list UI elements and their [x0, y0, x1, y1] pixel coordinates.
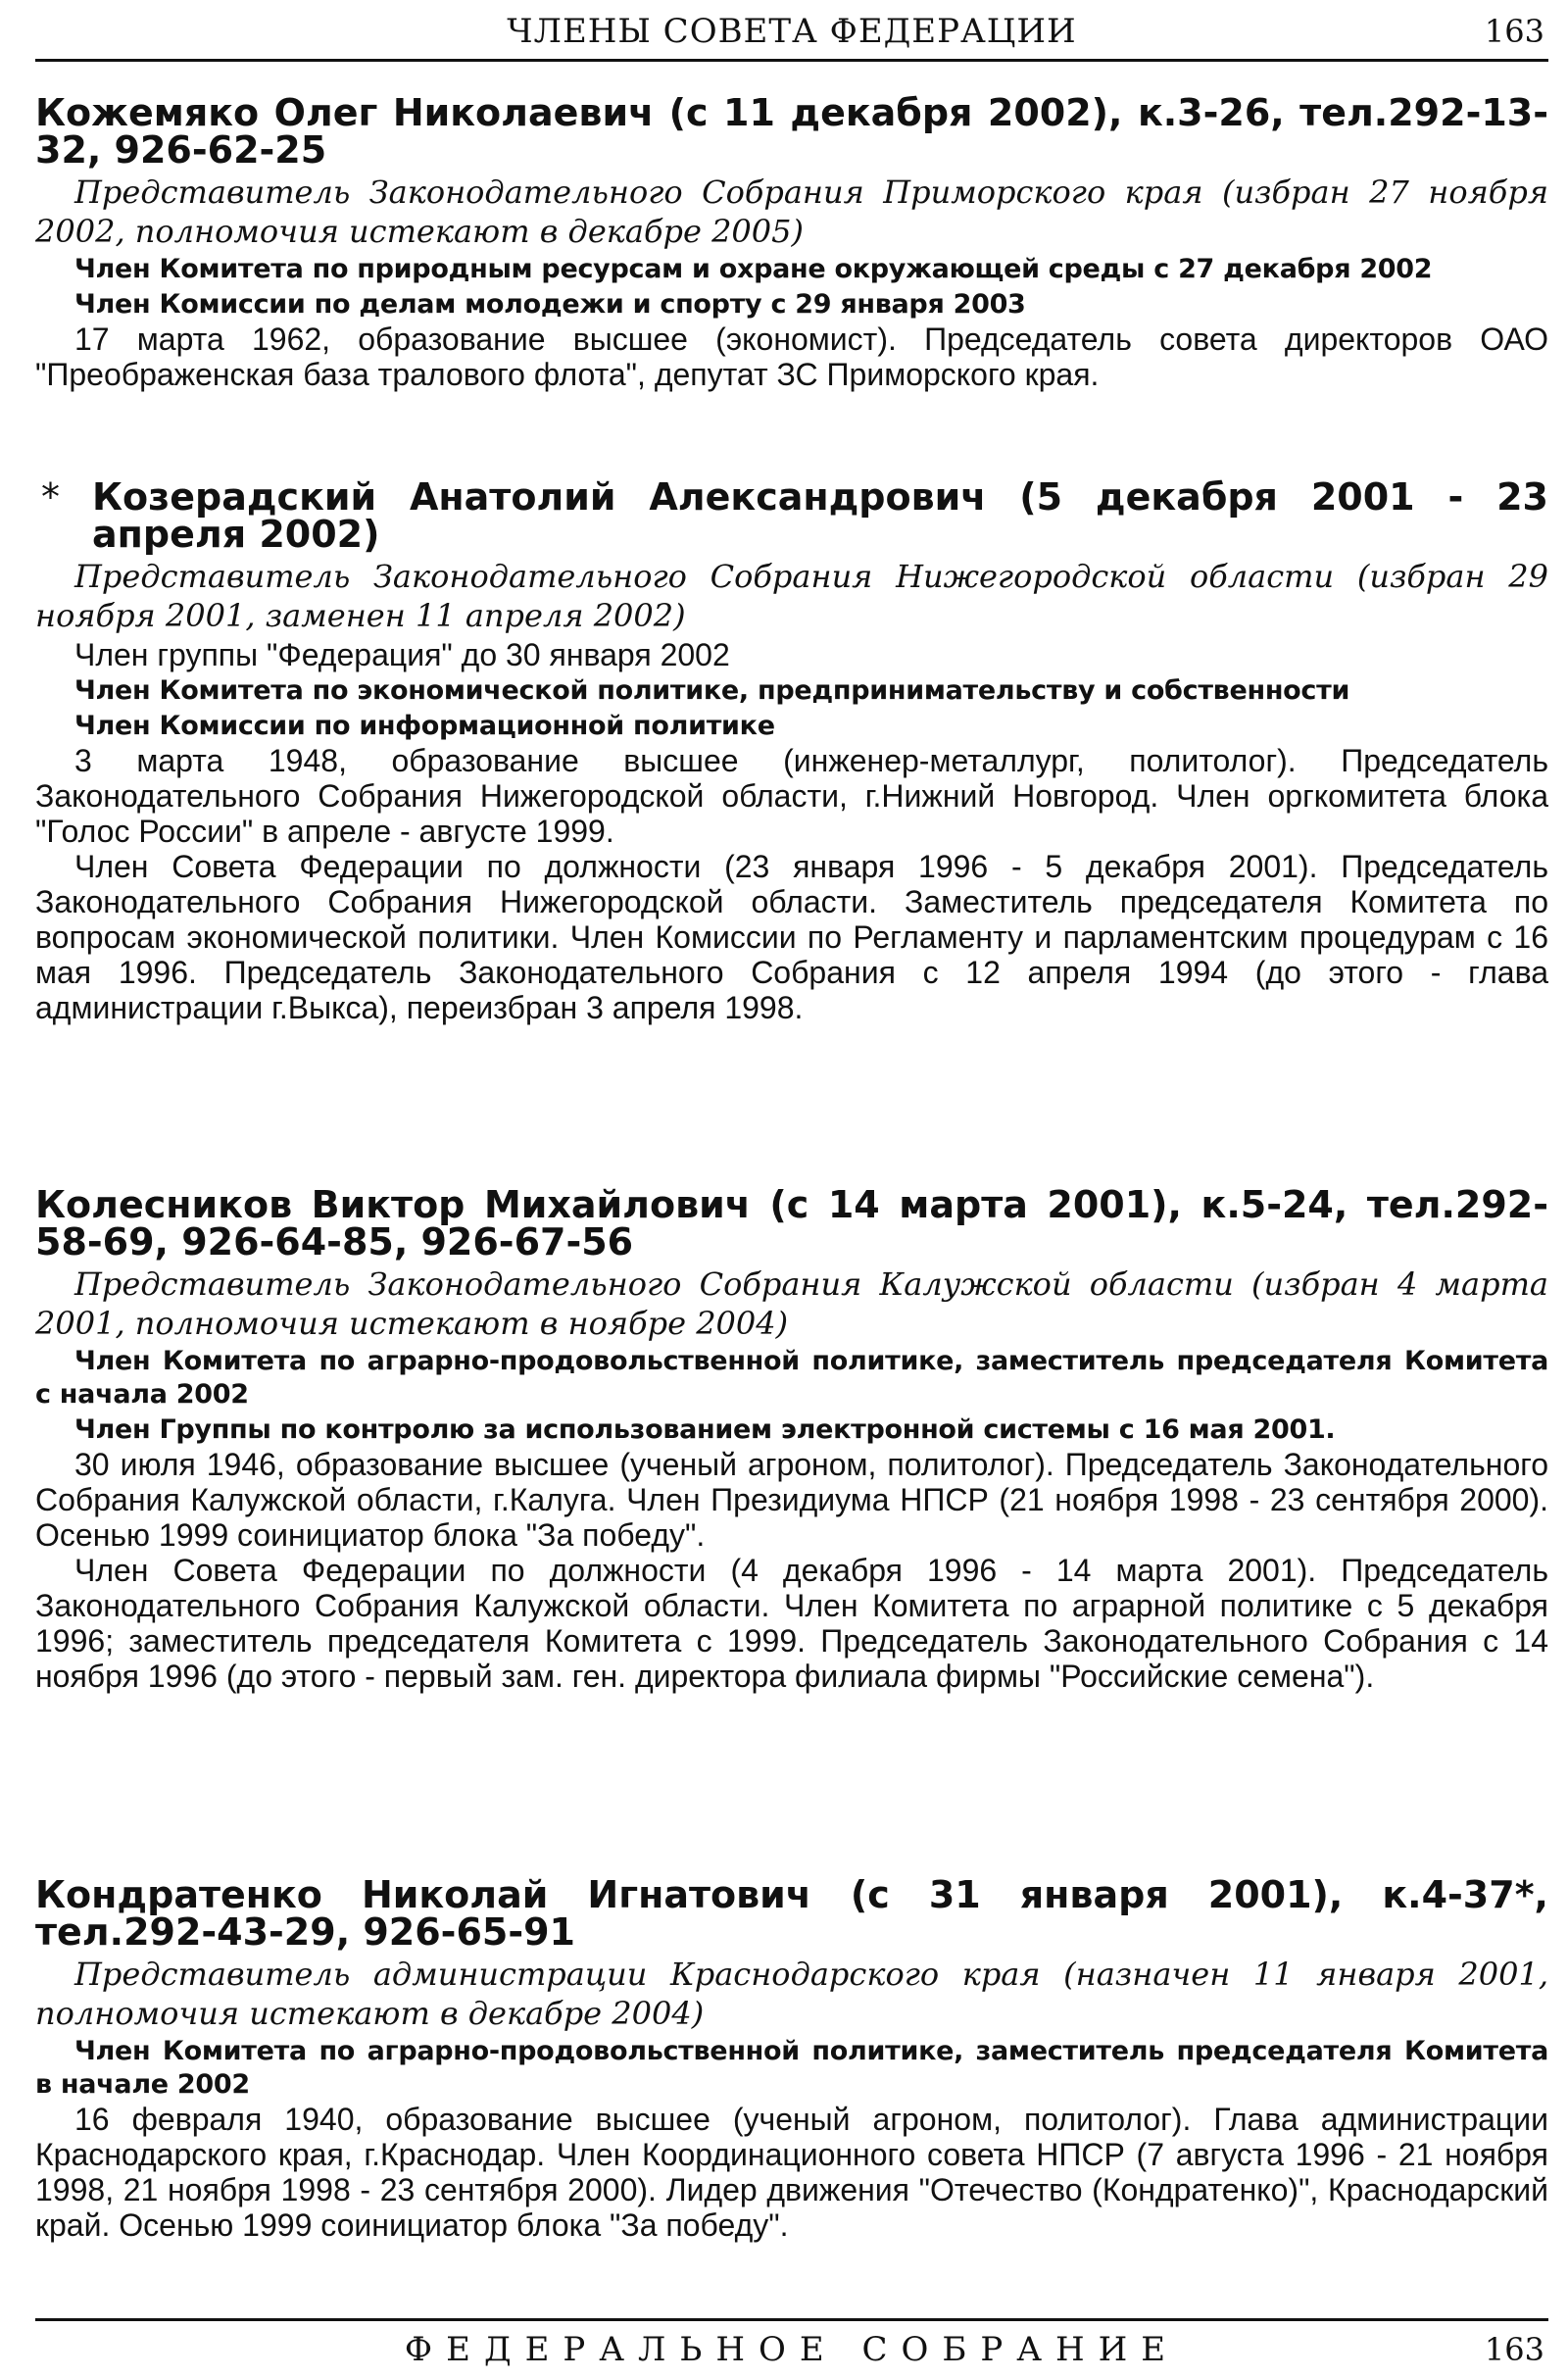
entry-membership: Член Комитета по аграрно-продовольственной политике, заместитель председателя Комитета с начала 2002 [35, 1346, 1548, 1410]
entry-membership: Член Комиссии по делам молодежи и спорту с 29 января 2003 [74, 289, 1026, 320]
header-title: ЧЛЕНЫ СОВЕТА ФЕДЕРАЦИИ [507, 12, 1077, 51]
footer-rule [35, 2318, 1548, 2321]
running-header [35, 4, 1548, 59]
entry-kondratenko [35, 1873, 1548, 2243]
entry-marker: * [41, 475, 60, 519]
entry-name: Колесников Виктор Михайлович (с 14 марта 2001), к.5-24, тел.292-58-69, 926-64-85, 926-67-56 [35, 1183, 1548, 1264]
entry-membership: Член Комиссии по информационной политике [74, 711, 775, 741]
entry-role: Представитель администрации Краснодарского края (назначен 11 января 2001, полномочия истекают в декабре 2004) [35, 1956, 1548, 2032]
entry-name: Кондратенко Николай Игнатович (с 31 января 2001), к.4-37*, тел.292-43-29, 926-65-91 [35, 1873, 1548, 1954]
footer-page-number: 163 [1484, 2331, 1544, 2368]
entry-bio: 3 марта 1948, образование высшее (инженер-металлург, политолог). Председатель Законодательного Собрания Нижегородской области, г.Нижний Новгород. Член оргкомитета блока "Голос России" в апреле - августе 1999. [35, 743, 1548, 849]
entry-name-row [35, 475, 1548, 556]
entry-role: Представитель Законодательного Собрания Калужской области (избран 4 марта 2001, полномочия истекают в ноябре 2004) [35, 1265, 1548, 1342]
entry-membership: Член Комитета по природным ресурсам и охране окружающей среды с 27 декабря 2002 [74, 254, 1433, 284]
entry-kolesnikov [35, 1183, 1548, 1694]
document-page [35, 0, 1548, 2379]
footer-title: ФЕДЕРАЛЬНОЕ СОБРАНИЕ [404, 2330, 1180, 2369]
header-rule [35, 59, 1548, 62]
entry-role: Представитель Законодательного Собрания Приморского края (избран 27 ноября 2002, полномочия истекают в декабре 2005) [35, 173, 1548, 250]
entry-membership: Член Группы по контролю за использованием электронной системы с 16 мая 2001. [74, 1414, 1336, 1445]
entry-kozhemyako [35, 91, 1548, 392]
entry-bio: 16 февраля 1940, образование высшее (ученый агроном, политолог). Глава администрации Краснодарского края, г.Краснодар. Член Координационного совета НПСР (7 августа 1996 - 21 ноября 1998, 21 ноября 1998 - 23 сентября 2000). Лидер движения "Отечество (Кондратенко)", Краснодарский край. Осенью 1999 соинициатор блока "За победу". [35, 2102, 1548, 2243]
entry-bio: Член Совета Федерации по должности (4 декабря 1996 - 14 марта 2001). Председатель Законодательного Собрания Калужской области. Член Комитета по аграрной политике с 5 декабря 1996; заместитель председателя Комитета с 1999. Председатель Законодательного Собрания с 14 ноября 1996 (до этого - первый зам. ген. директора филиала фирмы "Российские семена"). [35, 1553, 1548, 1694]
entry-bio: 17 марта 1962, образование высшее (экономист). Председатель совета директоров ОАО "Преображенская база тралового флота", депутат ЗС Приморского края. [35, 322, 1548, 392]
entry-kozeradsky [35, 475, 1548, 1025]
entry-role: Представитель Законодательного Собрания Нижегородской области (избран 29 ноября 2001, заменен 11 апреля 2002) [35, 558, 1548, 634]
entry-bio: Член Совета Федерации по должности (23 января 1996 - 5 декабря 2001). Председатель Законодательного Собрания Нижегородской области. Заместитель председателя Комитета по вопросам экономической политики. Член Комиссии по Регламенту и парламентским процедурам с 16 мая 1996. Председатель Законодательного Собрания с 12 апреля 1994 (до этого - глава администрации г.Выкса), переизбран 3 апреля 1998. [35, 849, 1548, 1025]
entry-name: Кожемяко Олег Николаевич (с 11 декабря 2002), к.3-26, тел.292-13-32, 926-62-25 [35, 91, 1548, 172]
entry-membership: Член Комитета по экономической политике, предпринимательству и собственности [74, 675, 1350, 706]
header-page-number: 163 [1484, 13, 1544, 50]
entry-group: Член группы "Федерация" до 30 января 2002 [74, 637, 730, 672]
entry-bio: 30 июля 1946, образование высшее (ученый агроном, политолог). Председатель Законодательного Собрания Калужской области, г.Калуга. Член Президиума НПСР (21 ноября 1998 - 23 сентября 2000). Осенью 1999 соинициатор блока "За победу". [35, 1447, 1548, 1553]
entry-name: Козерадский Анатолий Александрович (5 декабря 2001 - 23 апреля 2002) [92, 475, 1548, 556]
running-footer [35, 2325, 1548, 2374]
entry-membership: Член Комитета по аграрно-продовольственной политике, заместитель председателя Комитета в начале 2002 [35, 2036, 1548, 2100]
